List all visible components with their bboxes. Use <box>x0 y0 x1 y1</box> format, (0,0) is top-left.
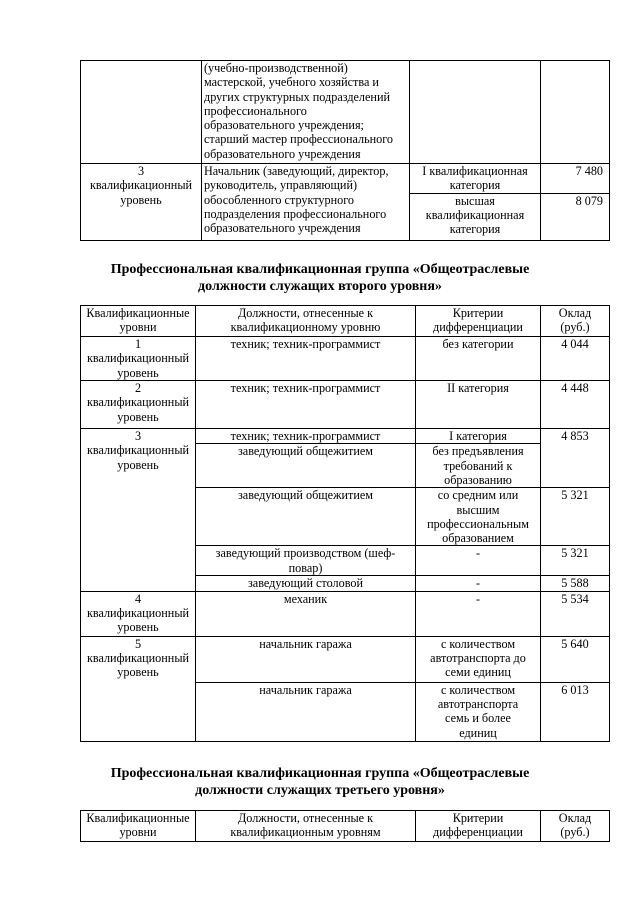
level-cell: 3 квалификационный уровень <box>81 429 196 592</box>
position-cell: (учебно-производственной) мастерской, учебного хозяйства и других структурных подразделений профессионального образовательного учреждения; старший мастер профессионального образовательного учреждения <box>202 61 410 164</box>
header-position: Должности, отнесенные к квалификационному уровню <box>196 306 416 337</box>
position-cell: заведующий общежитием <box>196 444 416 488</box>
salary-cell: 6 013 <box>541 682 610 741</box>
criteria-cell: без предъявления требований к образованию <box>416 444 541 488</box>
level-cell: 1 квалификационный уровень <box>81 337 196 381</box>
salary-cell: 5 321 <box>541 488 610 546</box>
level-cell: 5 квалификационный уровень <box>81 636 196 741</box>
header-criteria: Критерии дифференциации <box>416 811 541 842</box>
criteria-cell <box>410 61 541 164</box>
criteria-cell: - <box>416 591 541 636</box>
level-cell: 4 квалификационный уровень <box>81 591 196 636</box>
header-salary: Оклад (руб.) <box>541 306 610 337</box>
level-cell: 3 квалификационный уровень <box>81 164 202 241</box>
position-cell: заведующий столовой <box>196 576 416 591</box>
header-criteria: Критерии дифференциации <box>416 306 541 337</box>
criteria-cell: с количеством автотранспорта семь и более единиц <box>416 682 541 741</box>
criteria-cell: I квалификационная категория <box>410 164 541 194</box>
salary-table-second-level <box>80 305 610 742</box>
salary-cell: 5 534 <box>541 591 610 636</box>
criteria-cell: со средним или высшим профессиональным образованием <box>416 488 541 546</box>
position-cell: техник; техник-программист <box>196 337 416 381</box>
position-cell: Начальник (заведующий, директор, руководитель, управляющий) обособленного структурного подразделения профессионального образовательного учреждения <box>202 164 410 241</box>
criteria-cell: - <box>416 576 541 591</box>
section-title-second-level: Профессиональная квалификационная группа «Общеотраслевые должности служащих второго уровня» <box>110 262 530 294</box>
criteria-cell: высшая квалификационная категория <box>410 193 541 240</box>
header-level: Квалификационные уровни <box>81 811 196 842</box>
header-position: Должности, отнесенные к квалификационным уровням <box>196 811 416 842</box>
position-cell: механик <box>196 591 416 636</box>
position-cell: техник; техник-программист <box>196 381 416 429</box>
salary-cell: 5 321 <box>541 546 610 576</box>
salary-cell: 7 480 <box>541 164 610 194</box>
position-cell: заведующий общежитием <box>196 488 416 546</box>
level-cell <box>81 61 202 164</box>
salary-cell: 5 640 <box>541 636 610 682</box>
salary-cell: 4 853 <box>541 429 610 488</box>
header-level: Квалификационные уровни <box>81 306 196 337</box>
position-cell: заведующий производством (шеф- повар) <box>196 546 416 576</box>
salary-cell: 4 044 <box>541 337 610 381</box>
salary-cell: 8 079 <box>541 193 610 240</box>
position-cell: начальник гаража <box>196 682 416 741</box>
position-cell: техник; техник-программист <box>196 429 416 444</box>
criteria-cell: без категории <box>416 337 541 381</box>
salary-cell: 5 588 <box>541 576 610 591</box>
salary-table-third-level <box>80 810 610 842</box>
salary-table-top <box>80 60 610 241</box>
header-salary: Оклад (руб.) <box>541 811 610 842</box>
criteria-cell: - <box>416 546 541 576</box>
salary-cell <box>541 61 610 164</box>
position-cell: начальник гаража <box>196 636 416 682</box>
salary-cell: 4 448 <box>541 381 610 429</box>
level-cell: 2 квалификационный уровень <box>81 381 196 429</box>
section-title-third-level: Профессиональная квалификационная группа «Общеотраслевые должности служащих третьего уровня» <box>110 766 530 798</box>
criteria-cell: I категория <box>416 429 541 444</box>
criteria-cell: с количеством автотранспорта до семи единиц <box>416 636 541 682</box>
criteria-cell: II категория <box>416 381 541 429</box>
